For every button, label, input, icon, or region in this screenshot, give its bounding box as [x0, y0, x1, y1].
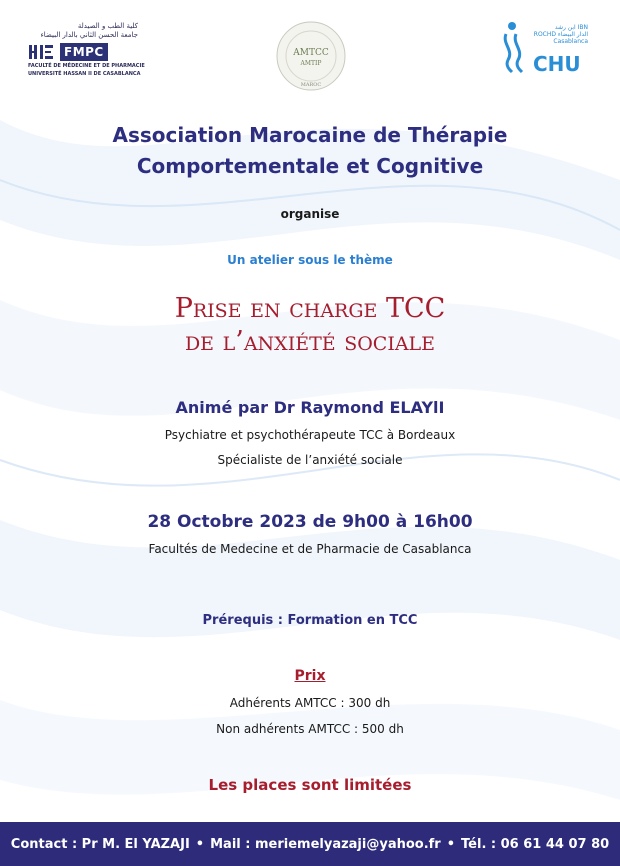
footer-contact-bar [0, 822, 620, 866]
event-date: 28 Octobre 2023 de 9h00 à 16h00 [147, 512, 473, 532]
chu-name: CHU [533, 52, 581, 76]
footer-mail: Mail : meriemelyazaji@yahoo.fr [210, 836, 441, 852]
chu-emblem-icon [500, 20, 532, 75]
price-title: Prix [294, 668, 326, 684]
fmpc-logo [28, 22, 148, 82]
speaker-role: Psychiatre et psychothérapeute TCC à Bordeaux [164, 428, 456, 442]
price-members: Adhérents AMTCC : 300 dh [229, 696, 391, 710]
amtcc-logo-name: AMTCC [293, 48, 329, 58]
prerequisites: Prérequis : Formation en TCC [202, 613, 418, 628]
chu-logo [500, 20, 590, 75]
theme-line2: de l’anxiété sociale [184, 326, 436, 357]
speaker-specialty: Spécialiste de l’anxiété sociale [217, 453, 403, 467]
association-line2: Comportementale et Cognitive [136, 154, 484, 178]
footer-contact: Contact : Pr M. El YAZAJI [10, 836, 190, 852]
fmpc-french-line1: FACULTÉ DE MÉDECINE ET DE PHARMACIE [28, 63, 145, 69]
amtcc-logo [275, 20, 347, 92]
price-non-members: Non adhérents AMTCC : 500 dh [216, 722, 404, 736]
fmpc-arabic-line2: جامعة الحسن الثاني بالدار البيضاء [40, 31, 138, 39]
footer-tel: Tél. : 06 61 44 07 80 [461, 836, 610, 852]
amtcc-logo-bottom: MAROC [300, 82, 322, 88]
association-line1: Association Marocaine de Thérapie [112, 123, 508, 147]
theme-line1: Prise en charge TCC [174, 293, 446, 324]
chu-small-text: ابن رشد IBN ROCHD الدار البيضاء Casablanca [533, 24, 588, 45]
fmpc-french-line2: UNIVERSITÉ HASSAN II DE CASABLANCA [28, 71, 141, 77]
event-location: Facultés de Medecine et de Pharmacie de Casablanca [148, 542, 472, 556]
limited-places: Les places sont limitées [208, 776, 412, 794]
footer-separator: • [446, 836, 456, 852]
footer-separator: • [195, 836, 205, 852]
fmpc-acronym: FMPC [60, 43, 108, 61]
organise-text: organise [280, 207, 340, 221]
fmpc-arabic-line1: كلية الطب و الصيدلة [77, 22, 138, 30]
amtcc-logo-sub: ΑΜΤΙΡ [300, 60, 322, 67]
association-title [0, 120, 620, 182]
fmpc-emblem-icon [28, 43, 58, 61]
atelier-text: Un atelier sous le thème [227, 253, 393, 267]
speaker-title: Animé par Dr Raymond ELAYlI [175, 398, 445, 417]
theme-title [0, 292, 620, 358]
